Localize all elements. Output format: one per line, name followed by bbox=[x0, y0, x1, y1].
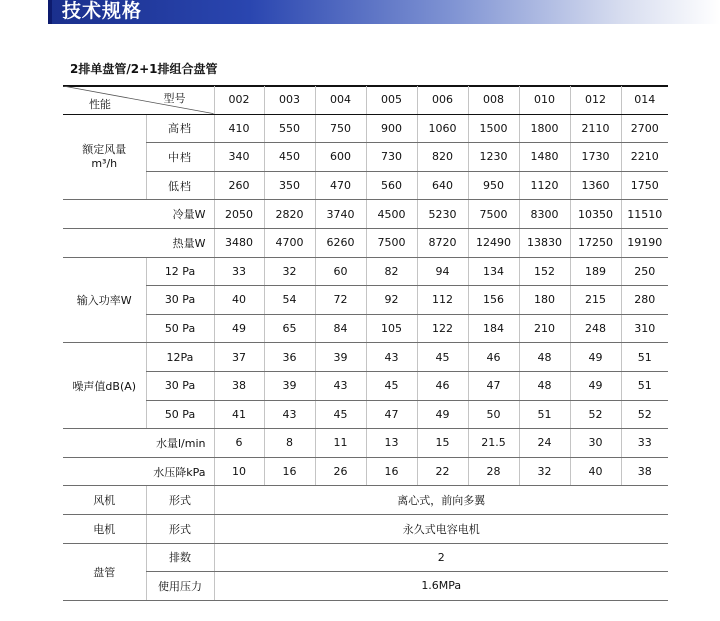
value-cell: 17250 bbox=[570, 228, 621, 257]
motor-sub-label-cell: 形式 bbox=[146, 514, 214, 543]
section-title: 技术规格 bbox=[62, 0, 143, 22]
value-cell: 2110 bbox=[570, 114, 621, 143]
value-cell: 38 bbox=[214, 371, 264, 400]
value-cell: 470 bbox=[315, 171, 366, 200]
value-cell: 950 bbox=[468, 171, 519, 200]
value-cell: 730 bbox=[366, 143, 417, 172]
fan-sub-label-cell: 形式 bbox=[146, 486, 214, 515]
value-cell: 45 bbox=[417, 343, 468, 372]
value-cell: 280 bbox=[621, 286, 668, 315]
value-cell: 46 bbox=[468, 343, 519, 372]
corner-performance-label: 性能 bbox=[89, 97, 111, 111]
value-cell: 65 bbox=[264, 314, 315, 343]
value-cell: 900 bbox=[366, 114, 417, 143]
speed-label-cell: 低档 bbox=[146, 171, 214, 200]
value-cell: 550 bbox=[264, 114, 315, 143]
speed-label-cell: 高档 bbox=[146, 114, 214, 143]
value-cell: 15 bbox=[417, 429, 468, 458]
value-cell: 19190 bbox=[621, 228, 668, 257]
value-cell: 1360 bbox=[570, 171, 621, 200]
value-cell: 189 bbox=[570, 257, 621, 286]
value-cell: 1800 bbox=[519, 114, 570, 143]
value-cell: 41 bbox=[214, 400, 264, 429]
value-cell: 112 bbox=[417, 286, 468, 315]
model-header-cell: 006 bbox=[417, 86, 468, 114]
model-header-cell: 014 bbox=[621, 86, 668, 114]
value-cell: 2700 bbox=[621, 114, 668, 143]
model-header-cell: 010 bbox=[519, 86, 570, 114]
value-cell: 1730 bbox=[570, 143, 621, 172]
value-cell: 43 bbox=[366, 343, 417, 372]
model-header-cell: 003 bbox=[264, 86, 315, 114]
value-cell: 3480 bbox=[214, 228, 264, 257]
value-cell: 184 bbox=[468, 314, 519, 343]
value-cell: 3740 bbox=[315, 200, 366, 229]
value-cell: 2050 bbox=[214, 200, 264, 229]
value-cell: 39 bbox=[264, 371, 315, 400]
motor-row bbox=[63, 514, 668, 543]
airflow-row bbox=[63, 171, 668, 200]
airflow-unit: m³/h bbox=[91, 156, 118, 170]
coil-row bbox=[63, 543, 668, 572]
value-cell: 46 bbox=[417, 371, 468, 400]
heating-row bbox=[63, 228, 668, 257]
value-cell: 49 bbox=[570, 371, 621, 400]
value-cell: 4500 bbox=[366, 200, 417, 229]
value-cell: 1750 bbox=[621, 171, 668, 200]
value-cell: 47 bbox=[366, 400, 417, 429]
value-cell: 260 bbox=[214, 171, 264, 200]
value-cell: 7500 bbox=[468, 200, 519, 229]
coil-sub-label-cell: 使用压力 bbox=[146, 572, 214, 601]
value-cell: 13 bbox=[366, 429, 417, 458]
value-cell: 8300 bbox=[519, 200, 570, 229]
pressure-label-cell: 30 Pa bbox=[146, 286, 214, 315]
value-cell: 40 bbox=[214, 286, 264, 315]
pressure-label-cell: 50 Pa bbox=[146, 400, 214, 429]
value-cell: 8720 bbox=[417, 228, 468, 257]
corner-header-cell bbox=[63, 86, 214, 114]
value-cell: 10 bbox=[214, 457, 264, 486]
value-cell: 33 bbox=[214, 257, 264, 286]
value-cell: 32 bbox=[519, 457, 570, 486]
value-cell: 11510 bbox=[621, 200, 668, 229]
value-cell: 47 bbox=[468, 371, 519, 400]
value-cell: 49 bbox=[417, 400, 468, 429]
water-label-cell: 水压降kPa bbox=[63, 457, 214, 486]
value-cell: 1500 bbox=[468, 114, 519, 143]
value-cell: 7500 bbox=[366, 228, 417, 257]
power-row bbox=[63, 314, 668, 343]
value-cell: 12490 bbox=[468, 228, 519, 257]
value-cell: 640 bbox=[417, 171, 468, 200]
value-cell: 45 bbox=[315, 400, 366, 429]
value-cell: 560 bbox=[366, 171, 417, 200]
value-cell: 43 bbox=[315, 371, 366, 400]
airflow-label-cell bbox=[63, 114, 146, 200]
section-banner bbox=[48, 0, 720, 24]
value-cell: 51 bbox=[519, 400, 570, 429]
cooling-label-cell: 冷量W bbox=[63, 200, 214, 229]
value-cell: 152 bbox=[519, 257, 570, 286]
value-cell: 8 bbox=[264, 429, 315, 458]
value-cell: 11 bbox=[315, 429, 366, 458]
value-cell: 4700 bbox=[264, 228, 315, 257]
value-cell: 49 bbox=[214, 314, 264, 343]
power-row bbox=[63, 286, 668, 315]
water-pressure-row bbox=[63, 457, 668, 486]
noise-label-cell: 噪声值dB(A) bbox=[63, 343, 146, 429]
motor-label-cell: 电机 bbox=[63, 514, 146, 543]
airflow-row bbox=[63, 143, 668, 172]
value-cell: 48 bbox=[519, 371, 570, 400]
value-cell: 1120 bbox=[519, 171, 570, 200]
value-cell: 48 bbox=[519, 343, 570, 372]
value-cell: 16 bbox=[366, 457, 417, 486]
value-cell: 60 bbox=[315, 257, 366, 286]
value-cell: 410 bbox=[214, 114, 264, 143]
diagonal-line bbox=[63, 86, 214, 114]
value-cell: 54 bbox=[264, 286, 315, 315]
value-cell: 72 bbox=[315, 286, 366, 315]
value-cell: 51 bbox=[621, 371, 668, 400]
speed-label-cell: 中档 bbox=[146, 143, 214, 172]
value-cell: 10350 bbox=[570, 200, 621, 229]
banner-accent-bar bbox=[48, 0, 52, 24]
water-label-cell: 水量l/min bbox=[63, 429, 214, 458]
value-cell: 750 bbox=[315, 114, 366, 143]
value-cell: 6 bbox=[214, 429, 264, 458]
value-cell: 310 bbox=[621, 314, 668, 343]
pressure-label-cell: 50 Pa bbox=[146, 314, 214, 343]
value-cell: 2210 bbox=[621, 143, 668, 172]
coil-value-cell: 1.6MPa bbox=[214, 572, 668, 601]
water-flow-row bbox=[63, 429, 668, 458]
value-cell: 1060 bbox=[417, 114, 468, 143]
value-cell: 51 bbox=[621, 343, 668, 372]
value-cell: 210 bbox=[519, 314, 570, 343]
value-cell: 82 bbox=[366, 257, 417, 286]
value-cell: 6260 bbox=[315, 228, 366, 257]
value-cell: 84 bbox=[315, 314, 366, 343]
value-cell: 40 bbox=[570, 457, 621, 486]
table-subtitle: 2排单盘管/2+1排组合盘管 bbox=[70, 62, 218, 76]
model-header-cell: 005 bbox=[366, 86, 417, 114]
value-cell: 45 bbox=[366, 371, 417, 400]
value-cell: 30 bbox=[570, 429, 621, 458]
airflow-label: 额定风量 bbox=[82, 142, 127, 156]
model-header-cell: 008 bbox=[468, 86, 519, 114]
value-cell: 2820 bbox=[264, 200, 315, 229]
value-cell: 50 bbox=[468, 400, 519, 429]
value-cell: 5230 bbox=[417, 200, 468, 229]
coil-sub-label-cell: 排数 bbox=[146, 543, 214, 572]
noise-row bbox=[63, 400, 668, 429]
value-cell: 180 bbox=[519, 286, 570, 315]
value-cell: 37 bbox=[214, 343, 264, 372]
value-cell: 16 bbox=[264, 457, 315, 486]
pressure-label-cell: 12 Pa bbox=[146, 257, 214, 286]
noise-row bbox=[63, 371, 668, 400]
value-cell: 36 bbox=[264, 343, 315, 372]
value-cell: 134 bbox=[468, 257, 519, 286]
value-cell: 600 bbox=[315, 143, 366, 172]
value-cell: 820 bbox=[417, 143, 468, 172]
value-cell: 340 bbox=[214, 143, 264, 172]
value-cell: 39 bbox=[315, 343, 366, 372]
value-cell: 21.5 bbox=[468, 429, 519, 458]
model-header-cell: 002 bbox=[214, 86, 264, 114]
coil-row bbox=[63, 572, 668, 601]
heating-label-cell: 热量W bbox=[63, 228, 214, 257]
pressure-label-cell: 12Pa bbox=[146, 343, 214, 372]
noise-row bbox=[63, 343, 668, 372]
motor-value-cell: 永久式电容电机 bbox=[214, 514, 668, 543]
value-cell: 28 bbox=[468, 457, 519, 486]
value-cell: 49 bbox=[570, 343, 621, 372]
value-cell: 26 bbox=[315, 457, 366, 486]
fan-label-cell: 风机 bbox=[63, 486, 146, 515]
value-cell: 122 bbox=[417, 314, 468, 343]
coil-value-cell: 2 bbox=[214, 543, 668, 572]
value-cell: 24 bbox=[519, 429, 570, 458]
value-cell: 38 bbox=[621, 457, 668, 486]
fan-row bbox=[63, 486, 668, 515]
coil-label-cell: 盘管 bbox=[63, 543, 146, 600]
value-cell: 250 bbox=[621, 257, 668, 286]
value-cell: 105 bbox=[366, 314, 417, 343]
value-cell: 52 bbox=[570, 400, 621, 429]
value-cell: 94 bbox=[417, 257, 468, 286]
value-cell: 1480 bbox=[519, 143, 570, 172]
spec-table bbox=[63, 86, 668, 601]
value-cell: 33 bbox=[621, 429, 668, 458]
value-cell: 350 bbox=[264, 171, 315, 200]
pressure-label-cell: 30 Pa bbox=[146, 371, 214, 400]
value-cell: 32 bbox=[264, 257, 315, 286]
value-cell: 215 bbox=[570, 286, 621, 315]
power-label-cell: 输入功率W bbox=[63, 257, 146, 343]
value-cell: 248 bbox=[570, 314, 621, 343]
power-row bbox=[63, 257, 668, 286]
value-cell: 13830 bbox=[519, 228, 570, 257]
value-cell: 43 bbox=[264, 400, 315, 429]
corner-model-label: 型号 bbox=[163, 92, 186, 105]
value-cell: 22 bbox=[417, 457, 468, 486]
value-cell: 450 bbox=[264, 143, 315, 172]
value-cell: 52 bbox=[621, 400, 668, 429]
model-header-cell: 004 bbox=[315, 86, 366, 114]
value-cell: 156 bbox=[468, 286, 519, 315]
value-cell: 1230 bbox=[468, 143, 519, 172]
header-row bbox=[63, 86, 668, 114]
fan-value-cell: 离心式，前向多翼 bbox=[214, 486, 668, 515]
model-header-cell: 012 bbox=[570, 86, 621, 114]
cooling-row bbox=[63, 200, 668, 229]
value-cell: 92 bbox=[366, 286, 417, 315]
airflow-row bbox=[63, 114, 668, 143]
